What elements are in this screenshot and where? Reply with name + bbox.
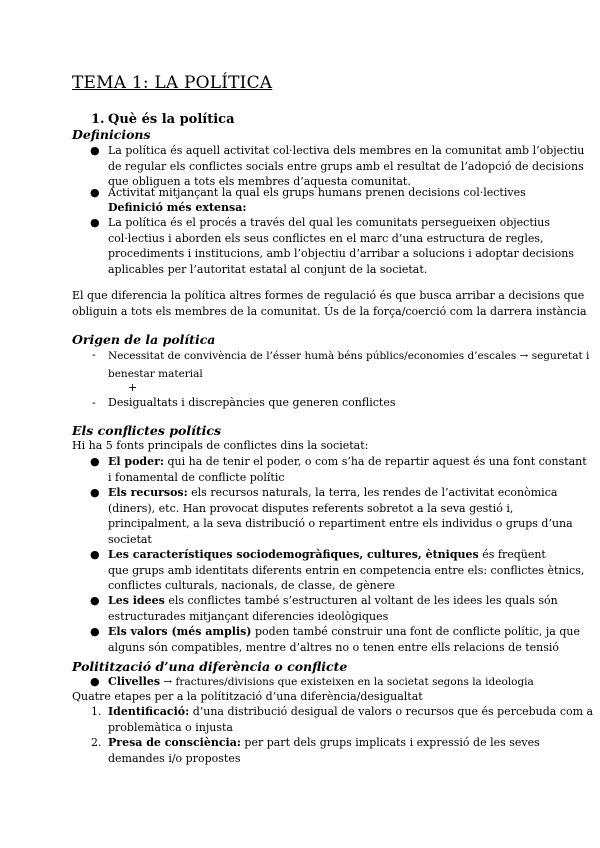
conflictes-intro: Hi ha 5 fonts principals de conflictes dins la societat:	[72, 439, 369, 452]
definicio-1-line: La política és aquell activitat col·lectiva dels membres en la comunitat amb l’objectiu	[108, 144, 585, 157]
bullet-icon: ●	[90, 216, 100, 229]
conflicte-font-text: societat	[108, 532, 152, 546]
definicio-3	[108, 215, 574, 277]
conflicte-font-text: que grups amb identitats diferents entrin en competencia entre els: conflictes ètnics,	[108, 563, 585, 577]
conflicte-font-idees	[108, 593, 558, 624]
bullet-icon: ●	[90, 548, 100, 561]
origen-item-1	[108, 347, 589, 383]
section-heading: Què és la política	[108, 112, 235, 127]
etapa-title: Identificació:	[108, 705, 190, 718]
bullet-icon: ●	[90, 486, 100, 499]
conflicte-font-text: i fonamental de conflicte polític	[108, 470, 285, 484]
step-number: 1.	[91, 705, 102, 718]
etapa-presa-consciencia	[108, 735, 540, 766]
conflicte-font-text: qui ha de tenir el poder, o com s’ha de repartir aquest és una font constant	[163, 455, 587, 468]
clivelles-title: Clivelles	[108, 675, 161, 688]
definicio-3-line: procediments i institucions, amb l’objectiu d’arribar a solucions i adoptar decisions	[108, 247, 574, 260]
document-title: TEMA 1: LA POLÍTICA	[72, 73, 273, 93]
conflicte-font-text: conflictes culturals, nacionals, de classe, de gènere	[108, 579, 395, 592]
origen-heading: Origen de la política	[72, 332, 216, 347]
step-number: 2.	[91, 736, 102, 749]
conflicte-font-title: El poder:	[108, 455, 164, 468]
conflicte-font-poder	[108, 454, 587, 485]
bullet-icon: ●	[90, 675, 100, 688]
definicio-1-line: que obliguen a tots els membres d’aquesta comunitat.	[108, 175, 411, 188]
origen-item-2: Desigualtats i discrepàncies que generen conflictes	[108, 396, 396, 409]
definicio-3-line: aplicables per l’autoritat estatal al conjunt de la societat.	[108, 262, 428, 276]
conflicte-font-text: (diners), etc. Han provocat disputes referents sobretot a la seva gestió i,	[108, 501, 514, 515]
paragraph-line: El que diferencia la política altres formes de regulació és que busca arribar a decisions que	[72, 289, 585, 302]
etapa-text: demandes i/o propostes	[108, 751, 241, 765]
conflicte-font-caracteristiques	[108, 547, 584, 594]
bullet-icon: ●	[90, 625, 100, 638]
conflicte-font-text: estructurades mitjançant diferencies ideològiques	[108, 609, 389, 623]
conflicte-font-recursos	[108, 485, 573, 547]
definicio-3-line: col·lectius i aborden els seus conflictes en el marc d’una estructura de regles,	[108, 231, 544, 245]
dash-icon: -	[92, 348, 96, 361]
paragraph-regulacio	[72, 288, 587, 319]
definicio-extensa-heading: Definició més extensa:	[108, 201, 247, 214]
conflicte-font-text: és freqüent	[478, 548, 546, 561]
etapa-text: d’una distribució desigual de valors o recursos que és percebuda com a	[189, 705, 594, 718]
conflicte-font-text: els conflictes també s’estructuren al voltant de les idees les quals són	[164, 594, 558, 607]
origen-item-1-line: benestar material	[108, 368, 203, 380]
conflicte-font-text: poden també construir una font de conflicte polític, ja que	[251, 625, 580, 638]
definicio-1-line: de regular els conflictes socials entre grups amb el resultat de l’adopció de decisions	[108, 159, 584, 173]
conflicte-font-text: els recursos naturals, la terra, les rendes de l’activitat econòmica	[187, 486, 558, 499]
bullet-icon: ●	[90, 186, 100, 199]
etapa-title: Presa de consciència:	[108, 736, 241, 749]
clivelles-text: → fractures/divisions que existeixen en la societat segons la ideologia	[160, 676, 534, 688]
etapa-text: problemàtica o injusta	[108, 720, 233, 734]
origen-item-1-line: Necessitat de convivència de l’ésser humà béns públics/economies d’escales → seguretat i	[108, 350, 590, 362]
bullet-icon: ●	[90, 455, 100, 468]
bullet-icon: ●	[90, 594, 100, 607]
conflicte-font-text: principalment, a la seva distribució o repartiment entre els individus o grups d’una	[108, 517, 573, 530]
politizacio-heading: Politització d’una diferència o conflicte	[72, 659, 348, 674]
conflicte-font-title: Les característiques sociodemogràfiques, cultures, ètniques	[108, 548, 479, 561]
etapa-identificacio	[108, 704, 593, 735]
definicio-3-line: La política és el procés a través del qual les comunitats persegueixen objectius	[108, 216, 550, 229]
plus-sign: +	[128, 381, 138, 394]
definicio-2: Activitat mitjançant la qual els grups humans prenen decisions col·lectives	[108, 186, 526, 199]
paragraph-line: obliguin a tots els membres de la comunitat. Ús de la força/coerció com la darrera instància	[72, 304, 587, 318]
conflicte-font-title: Els recursos:	[108, 486, 188, 499]
conflictes-heading: Els conflictes polítics	[72, 423, 222, 438]
bullet-icon: ●	[90, 144, 100, 157]
conflicte-font-text: alguns són compatibles, mentre d’altres no o tenen entre ells relacions de tensió	[108, 640, 560, 654]
conflicte-font-title: Els valors (més amplis)	[108, 625, 252, 638]
etapa-text: per part dels grups implicats i expressió de les seves	[240, 736, 540, 749]
definicio-1	[108, 143, 584, 190]
dash-icon: -	[92, 396, 96, 409]
conflicte-font-valors	[108, 624, 580, 655]
etapes-intro: Quatre etapes per a la polítització d’una diferència/desigualtat	[72, 690, 423, 703]
section-number: 1.	[91, 112, 105, 127]
conflicte-font-title: Les idees	[108, 594, 165, 607]
definicions-heading: Definicions	[72, 127, 151, 142]
